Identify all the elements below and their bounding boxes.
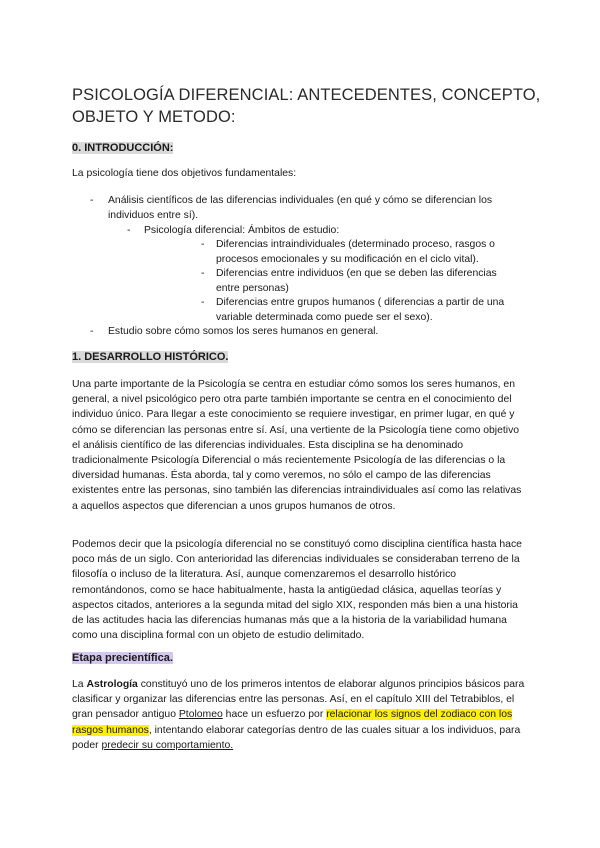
list-dash: - <box>90 195 94 206</box>
list-item: Estudio sobre cómo somos los seres humanos en general. <box>108 326 379 337</box>
list-item: Diferencias entre individuos (en que se deben las diferencias entre personas) <box>216 268 497 295</box>
stage-paragraph: La Astrología constituyó uno de los primeros intentos de elaborar algunos principios básicos para clasificar y organizar las diferencias entre las personas. Así, en el capítulo XIII del Tetrabiblos, el gran pensador antiguo Ptolomeo hace un esfuerzo por relacionar los signos del zodiaco con los rasgos humanos, intentando elaborar categorías dentro de las cuales situar a los individuos, para poder predecir su comportamiento. <box>72 679 525 751</box>
highlighted-phrase: relacionar los signos del zodiaco con los rasgos humanos <box>72 709 513 736</box>
intro-paragraph: La psicología tiene dos objetivos fundamentales: <box>72 168 297 179</box>
section-heading-introduccion: 0. INTRODUCCIÓN: <box>72 142 174 154</box>
list-item: Diferencias intraindividuales (determinado proceso, rasgos o procesos emocionales y su modificación en el ciclo vital). <box>216 239 495 266</box>
section-heading-desarrollo: 1. DESARROLLO HISTÓRICO. <box>72 351 229 363</box>
list-dash: - <box>201 268 205 279</box>
list-item: Análisis científicos de las diferencias individuales (en qué y cómo se diferencian los individuos entre sí). <box>108 195 493 222</box>
history-paragraph-2: Podemos decir que la psicología diferencial no se constituyó como disciplina científica hasta hace poco más de un siglo. Con anterioridad las diferencias individuales se consideraban terreno de la filosofía o incluso de la literatura. Así, aunque comenzaremos el desarrollo histórico remontándonos, como se hace habitualmente, hasta la antigüedad clásica, aquellas teorías y aspectos citados, anteriores a la segunda mitad del siglo XIX, responden más bien a una historia de las actitudes hacia las diferencias humanas más que a la historia de la variabilidad humana como una disciplina formal con un objeto de estudio delimitado. <box>72 539 522 642</box>
ptolomeo-underline: Ptolomeo <box>178 709 223 721</box>
predecir-underline: predecir su comportamiento. <box>101 739 234 751</box>
list-item: Diferencias entre grupos humanos ( diferencias a partir de una variable determinada como puede ser el sexo). <box>216 297 505 324</box>
list-item: Psicología diferencial: Ámbitos de estudio: <box>144 225 340 236</box>
list-dash: - <box>127 225 131 236</box>
astrologia-bold: Astrología <box>86 679 138 690</box>
list-dash: - <box>201 297 205 308</box>
section-heading-etapa: Etapa precientífica. <box>72 652 173 664</box>
history-paragraph-1: Una parte importante de la Psicología se centra en estudiar cómo somos los seres humanos, en general, a nivel psicológico pero otra parte también importante se centra en el conocimiento del individuo único. Para llegar a este conocimiento se requiere investigar, en primer lugar, en qué y cómo se diferencian las personas entre sí. Así, una vertiente de la Psicología tiene como objetivo el análisis científico de las diferencias individuales. Esta disciplina se ha denominado tradicionalmente Psicología Diferencial o más recientemente Psicología de las diferencias o la diversidad humanas. Ésta aborda, tal y como veremos, no sólo el campo de las diferencias existentes entre las personas, sino también las diferencias intraindividuales así como las relativas a aquellos aspectos que diferencian a unos grupos humanos de otros. <box>72 379 522 512</box>
list-dash: - <box>201 239 205 250</box>
page-title: PSICOLOGÍA DIFERENCIAL: ANTECEDENTES, CONCEPTO, OBJETO Y METODO: <box>72 86 541 126</box>
list-dash: - <box>90 326 94 337</box>
